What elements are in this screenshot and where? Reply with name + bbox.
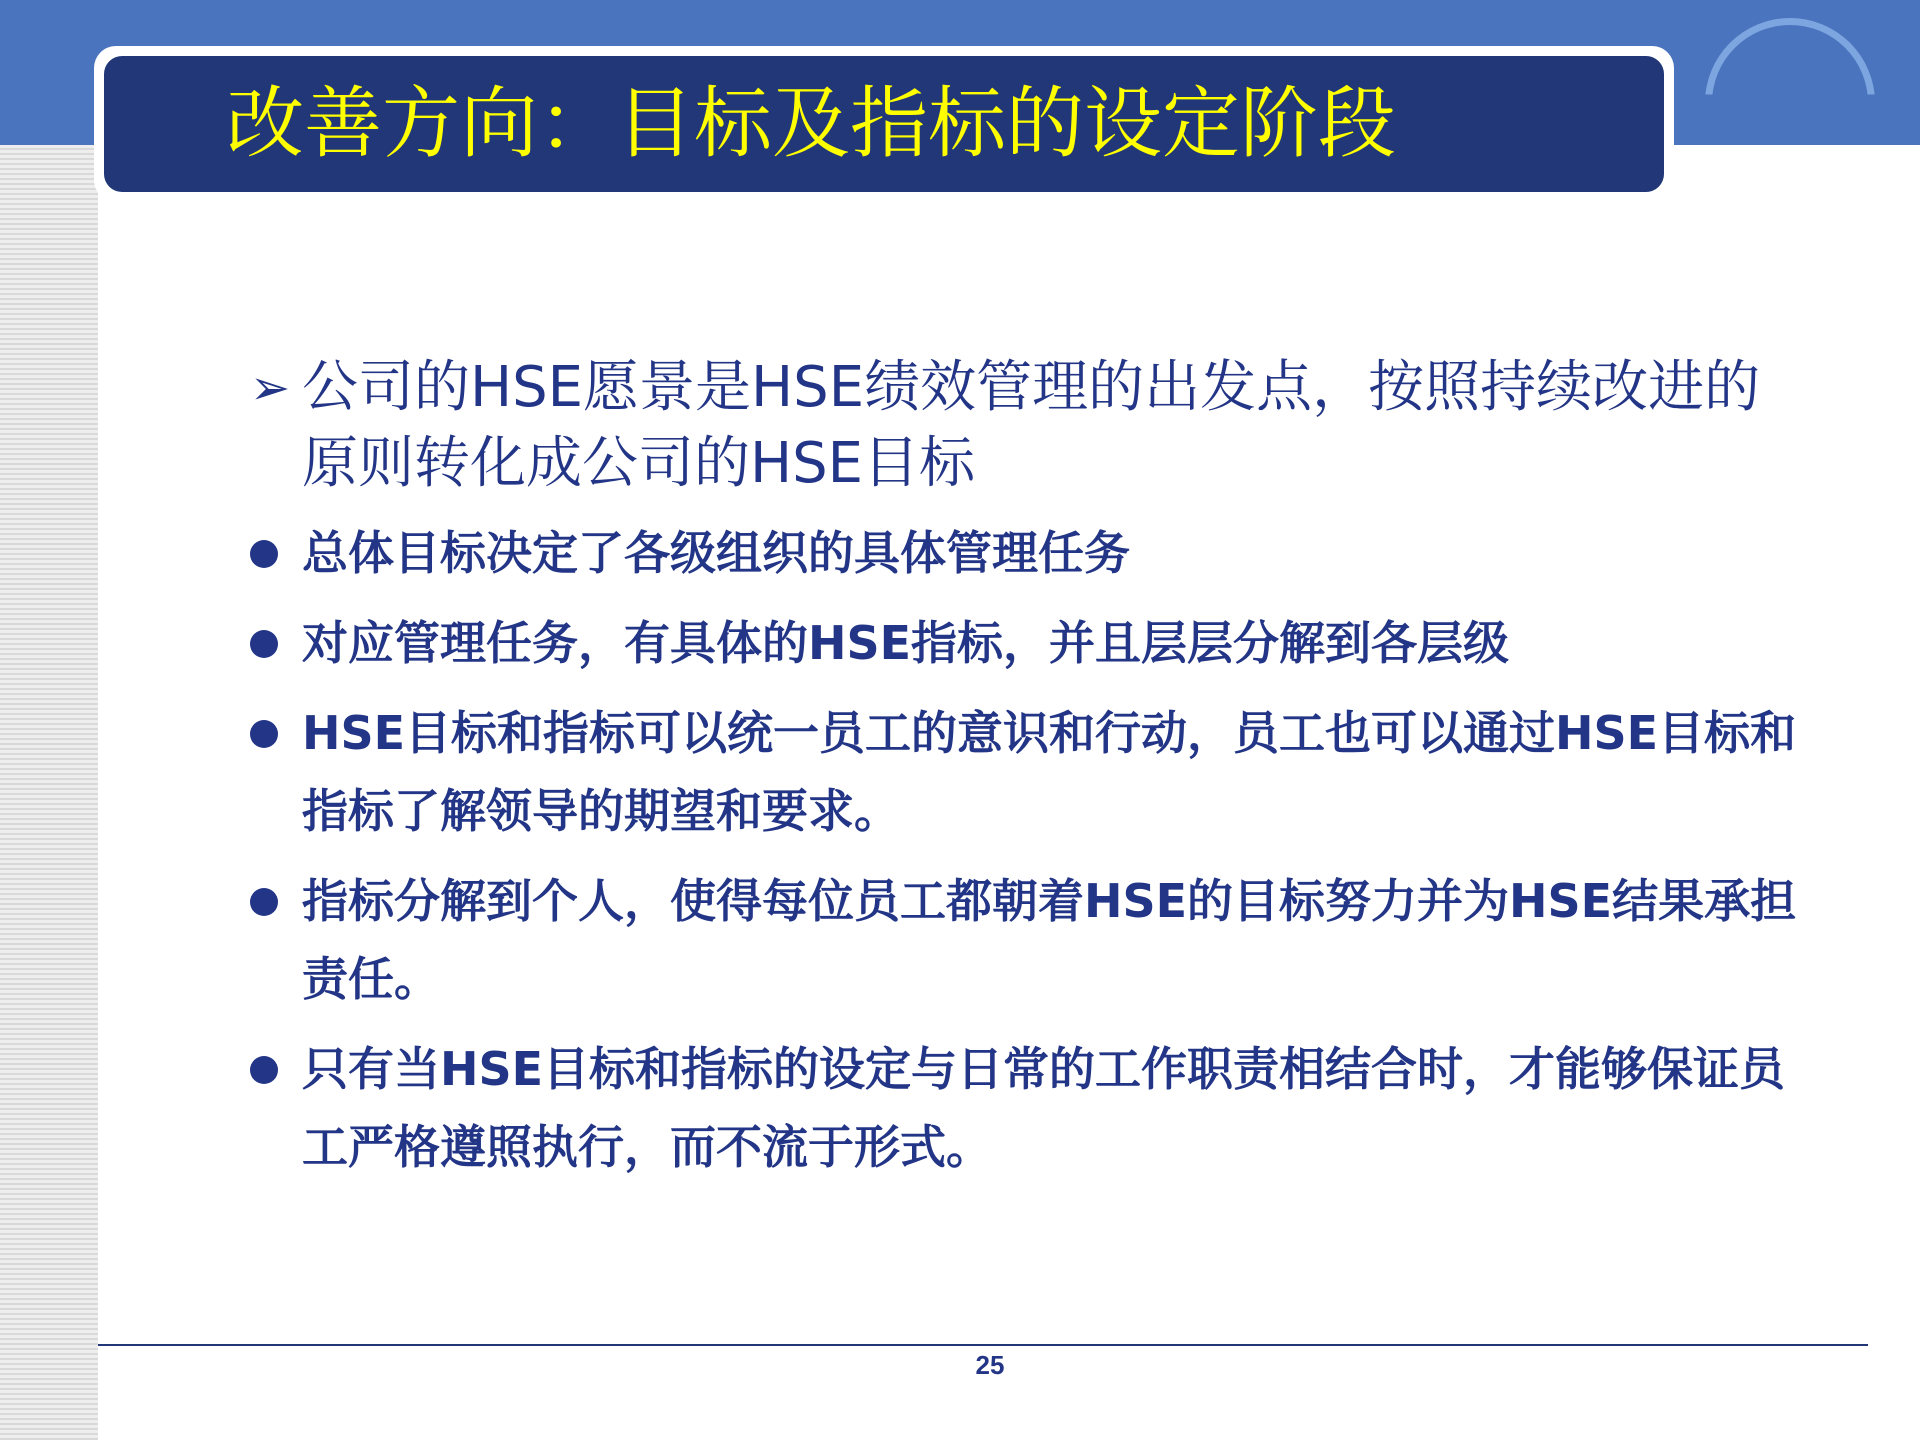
bullet-item (250, 604, 1810, 682)
lead-text: 公司的HSE愿景是HSE绩效管理的出发点，按照持续改进的原则转化成公司的HSE目标 (302, 355, 1761, 496)
slide-title: 改善方向：目标及指标的设定阶段 (226, 79, 1397, 169)
filled-circle-icon (250, 540, 278, 568)
bullet-item (250, 694, 1810, 850)
filled-circle-icon (250, 630, 278, 658)
bullet-text: 对应管理任务，有具体的HSE指标，并且层层分解到各层级 (302, 616, 1510, 670)
left-stripe-decoration (0, 145, 98, 1440)
lead-item (250, 350, 1810, 502)
filled-circle-icon (250, 888, 278, 916)
filled-circle-icon (250, 720, 278, 748)
bullet-item (250, 862, 1810, 1018)
bullet-item (250, 514, 1810, 592)
bullet-text: 只有当HSE目标和指标的设定与日常的工作职责相结合时，才能够保证员工严格遵照执行，而不流于形式。 (302, 1042, 1786, 1174)
bullet-text: 总体目标决定了各级组织的具体管理任务 (302, 526, 1130, 580)
filled-circle-icon (250, 1056, 278, 1084)
arrow-right-icon: ➢ (250, 360, 291, 416)
slide-content (250, 350, 1810, 1198)
bullet-text: HSE目标和指标可以统一员工的意识和行动，员工也可以通过HSE目标和指标了解领导的期望和要求。 (302, 706, 1797, 838)
page-number: 25 (975, 1350, 1005, 1380)
bullet-item (250, 1030, 1810, 1186)
bullet-text: 指标分解到个人，使得每位员工都朝着HSE的目标努力并为HSE结果承担责任。 (302, 874, 1797, 1006)
footer-divider (98, 1344, 1868, 1346)
